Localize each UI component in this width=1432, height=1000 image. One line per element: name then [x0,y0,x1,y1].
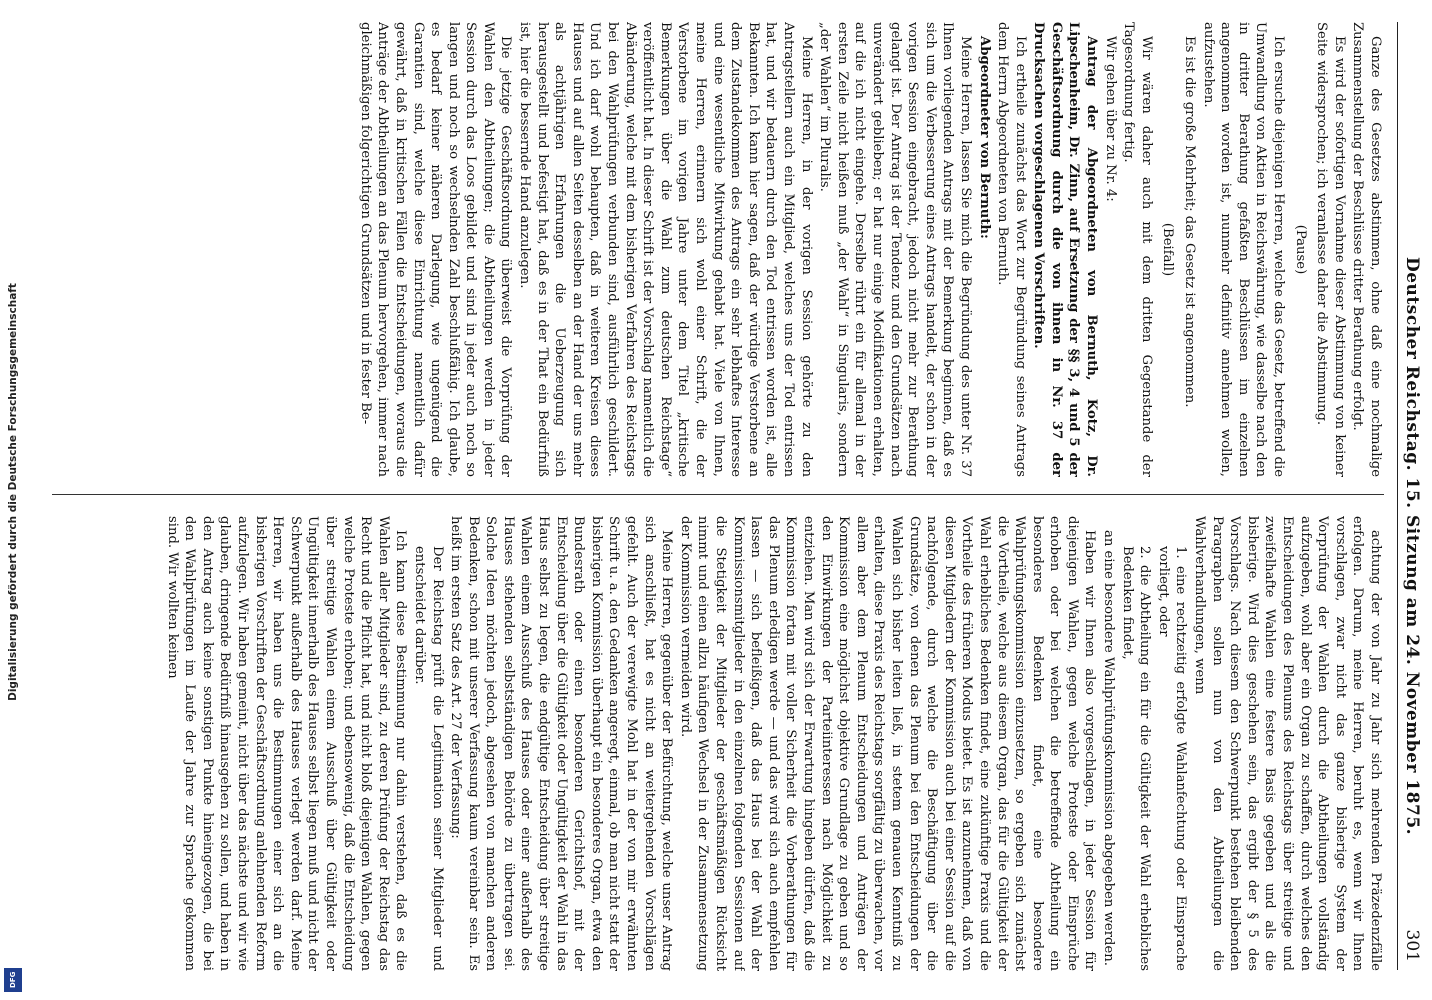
paragraph: Haben wir Ihnen also vorgeschlagen, in jeder Session für diejenigen Wahlen, gegen welche Proteste oder Einsprüche erhoben oder bei welchen die betreffende Abtheilung ein besonderes Bedenken findet, eine besondere Wahlprüfungskommission einzusetzen, so ergeben sich zunächst die Vortheile, welche aus diesem Organ, das für die Gültigkeit der Wahl erhebliches Bedenken findet, eine zukünftige Praxis und die Vortheile des früheren Modus bietet. Es ist anzunehmen, daß von diesen Mitgliedern der Kommission auch bei einer Session auf die nachfolgende, durch welche die Beschäftigung über die Grundsätze, von denen das Plenum bei den Entscheidungen der Wahlen sich bisher leiten ließ, in stetem genauen Kenntniß zu erhalten, diese Praxis des Reichstags sorgfältig zu überwachen, vor allem aber dem Plenum Entscheidungen und Anträgen der Kommission eine möglichst objektive Grundlage zu geben und so den Einwirkungen der Parteiinteressen nach Möglichkeit zu entziehen. Man wird sich der Erwartung hingeben dürfen, daß die Kommission fortan mit voller Sicherheit die Vorberathungen für das Plenum erledigen werde — und das wird sich auch empfehlen lassen — sich befleißigen, daß das Haus bei der Wahl der Kommissionsmitglieder in den einzelnen folgenden Sessionen auf die Stetigkeit der Mitglieder der geschäftsmäßigen Rücksicht nimmt und einen allzu häufigen Wechsel in der Zusammensetzung der Kommission vermeiden wird. [677,516,1098,971]
pause-note: (Pause) [1292,224,1308,275]
paragraph: Meine Herren, gegenüber der Befürchtung, welche unser Antrag sich anschließt, hat es nicht an weitergehenden Vorschlägen gefehlt. Auch der verewigte Mohl hat in der von mir erwähnten Schrift u. a. den Gedanken angeregt, einmal, ob man nicht statt der bisherigen Kommission überhaupt ein besonderes Organ, etwa den Bundesrath oder einen besonderen Gerichtshof, mit der Entscheidung über die Gültigkeit oder Ungültigkeit der Wahl in das Haus selbst zu legen, die endgültige Entscheidung über streitige Wahlen einem Ausschuß des Hauses oder einer außerhalb des Hauses stehenden selbstständigen Behörde zu übertragen sei. Solche Ideen möchten jedoch, abgesehen von manchen anderen Bedenken, schon mit unserer Verfassung kaum vereinbar sein. Es heißt im ersten Satz des Art. 27 der Verfassung: [448,516,675,971]
funding-credit: Digitalisierung gefördert durch die Deutsche Forschungsgemeinschaft [7,283,19,701]
page-title: Deutscher Reichstag. 15. Sitzung am 24. November 1875. [1402,257,1422,836]
motion-title: Antrag der Abgeordneten von Bernuth, Kotz, Dr. Lipschenheim, Dr. Zinn, auf Ersetzung der §§ 3, 4 und 5 der Geschäftsordnung durch die von ihnen in Nr. 37 der Drucksachen vorgeschlagenen Vorschriften. [1031,22,1100,477]
header-rule [1397,22,1398,970]
right-column [44,516,1384,971]
list-item: 2. die Abtheilung ein für die Gültigkeit der Wahl erhebliches Bedenken findet, [1119,546,1153,971]
applause-note: (Beifall) [1160,222,1176,277]
digitization-sidebar [0,0,28,1000]
paragraph: Es wird der sofortigen Vornahme dieser Abstimmung von keiner Seite widersprochen; ich veranlasse daher die Abstimmung. [1314,22,1347,477]
paragraph: an eine besondere Wahlprüfungskommission abgegeben werden. [1101,530,1117,966]
left-column [44,22,1384,477]
scan-canvas [40,0,1432,1000]
paragraph: achtung der von Jahr zu Jahr sich mehrenden Präzedenzfälle erfolgen. Darum, meine Herren, beruht es, wenn wir Ihnen vorschlagen, zwar nicht das ganze bisherige System der Vorprüfung der Wahlen durch die Abtheilungen vollständig aufzugeben, wohl aber ein Organ zu schaffen, durch welches den Entscheidungen des Plenums des Reichstags über streitige und zweifelhafte Wahlen eine festere Basis gegeben und als die bisherige. Wird dies geschehen sein, das ergibt der § 5 des Vorschlags. Nach diesem den Schwerpunkt bestehen bleibenden Paragraphen sollen nun von den Abtheilungen die Wahlverhandlungen, wenn [1192,516,1383,971]
speech-paragraph: Meine Herren, in der vorigen Session gehörte zu den Antragstellern auch ein Mitglied, welches uns der Tod entrissen hat, und wir bedauern durch den Tod entrissen worden ist, alle Bekannten. Ich kann hier sagen, daß der würdige Verstorbene an dem Zustandekommen des Antrags ein sehr lebhaftes Interesse und eine wesentliche Mitwirkung gehabt hat. Viele von Ihnen, meine Herren, erinnern sich wohl einer Schrift, die der Verstorbene im vorigen Jahre unter dem Titel „kritische Bemerkungen über die Wahl zum deutschen Reichstage“ veröffentlicht hat. In dieser Schrift ist der Vorschlag namentlich die Abänderung, welche mit dem bisherigen Verfahren des Reichstags bei den Wahlprüfungen verbunden sind, ausführlich geschildert. Und ich darf wohl behaupten, daß in weiteren Kreisen dieses Hauses und auf allen Seiten desselben an der Hand der uns mehr als achtjährigen Erfahrungen die Ueberzeugung sich herausgestellt und befestigt hat, daß es in der That ein Bedürfniß ist, hier die bessernde Hand anzulegen. [517,22,814,477]
speech-paragraph: Die jetzige Geschäftsordnung überweist die Vorprüfung der Wahlen den Abtheilungen; die Abtheilungen werden in jeder Session durch das Loos gebildet und sind in jeder auch noch so langen und noch so wechselnden Zahl beschlußfähig. Ich glaube, es bedarf keiner näheren Darlegung, wie ungenügend die Garantien sind, welche diese Einrichtung namentlich dafür gewährt, daß in kritischen Fällen die Entscheidungen, woraus die Anträge der Abtheilungen an das Plenum hervorgehen, immer nach gleichmäßigen folgerichtigen Grundsätzen und in fester Be- [357,22,514,477]
list-item: 1. eine rechtzeitig erfolgte Wahlanfechtung oder Einsprache vorliegt, oder [1155,546,1189,971]
speaker-name: Abgeordneter von Bernuth: [976,36,992,239]
speech-paragraph: Meine Herren, lassen Sie mich die Begründung des unter Nr. 37 Ihnen vorliegenden Antrags mit der Bemerkung beginnen, daß es sich um die Verbesserung eines Antrags handelt, der schon in der vorigen Session eingebracht, jedoch nicht mehr zur Berathung gelangt ist. Der Antrag ist der Tendenz und den Grundsätzen nach unverändert geblieben; er hat nur einige Modifikationen erhalten, auf die ich nicht eingehe. Derselbe rührt ein für allemal in der ersten Zeile nicht heißen muß „der Wahl“ in Singularis, sondern „der Wahlen“ im Pluralis. [817,22,973,477]
result-statement: Es ist die große Mehrheit; das Gesetz ist angenommen. [1182,36,1198,408]
paragraph: Ich ersuche diejenigen Herren, welche das Gesetz, betreffend die Umwandlung von Aktien in Reichswährung, wie dasselbe nach den in dritter Berathung gefaßten Beschlüssen im einzelnen angenommen worden ist, nunmehr definitiv annehmen wollen, aufzustehen. [1200,22,1287,477]
paragraph: Ich kann diese Bestimmung nur dahin verstehen, daß es die Wahlen aller Mitglieder sind, zu deren Prüfung der Reichstag das Recht und die Pflicht hat, und nicht bloß diejenigen Wahlen, gegen welche Proteste erhoben; und ebensowenig, daß die Entscheidung über streitige Wahlen einem Ausschuß über Gültigkeit oder Ungültigkeit innerhalb des Hauses selbst liegen muß und nicht der Schwerpunkt außerhalb des Hauses verlegt werden darf. Meine Herren, wir haben uns die Bestimmungen einer sich an die bisherigen Vorschriften der Geschäftsordnung anlehnenden Reform aufzulegen. Wir haben gemeint, nicht über das nächste und wir wie glauben, dringende Bedürfniß hinausgehen zu sollen, und haben in den Antrag auch keine sonstigen Punkte hineingezogen, die bei den Wahlprüfungen im Laufe der Jahre zur Sprache gekommen sind. Wir wollten keinen [164,516,409,971]
page-number: 301 [1402,929,1422,962]
page-header [1400,22,1422,970]
next-item: Wir gehen über zu Nr. 4: [1102,36,1118,202]
dfg-logo: DFG [4,968,22,992]
transition-statement: Wir wären daher auch mit dem dritten Gegenstande der Tagesordnung fertig. [1121,22,1154,477]
column-divider [52,494,1384,495]
paragraph: Ganze des Gesetzes abstimmen, ohne daß eine nochmalige Zusammenstellung der Beschlüsse dritter Berathung erfolgt. [1350,22,1383,477]
speech-intro: Ich ertheile zunächst das Wort zur Begründung seines Antrags dem Herrn Abgeordneten von Bernuth. [995,22,1028,477]
document-page [40,0,1432,1000]
constitution-quote: Der Reichstag prüft die Legitimation seiner Mitglieder und entscheidet darüber. [411,546,445,971]
